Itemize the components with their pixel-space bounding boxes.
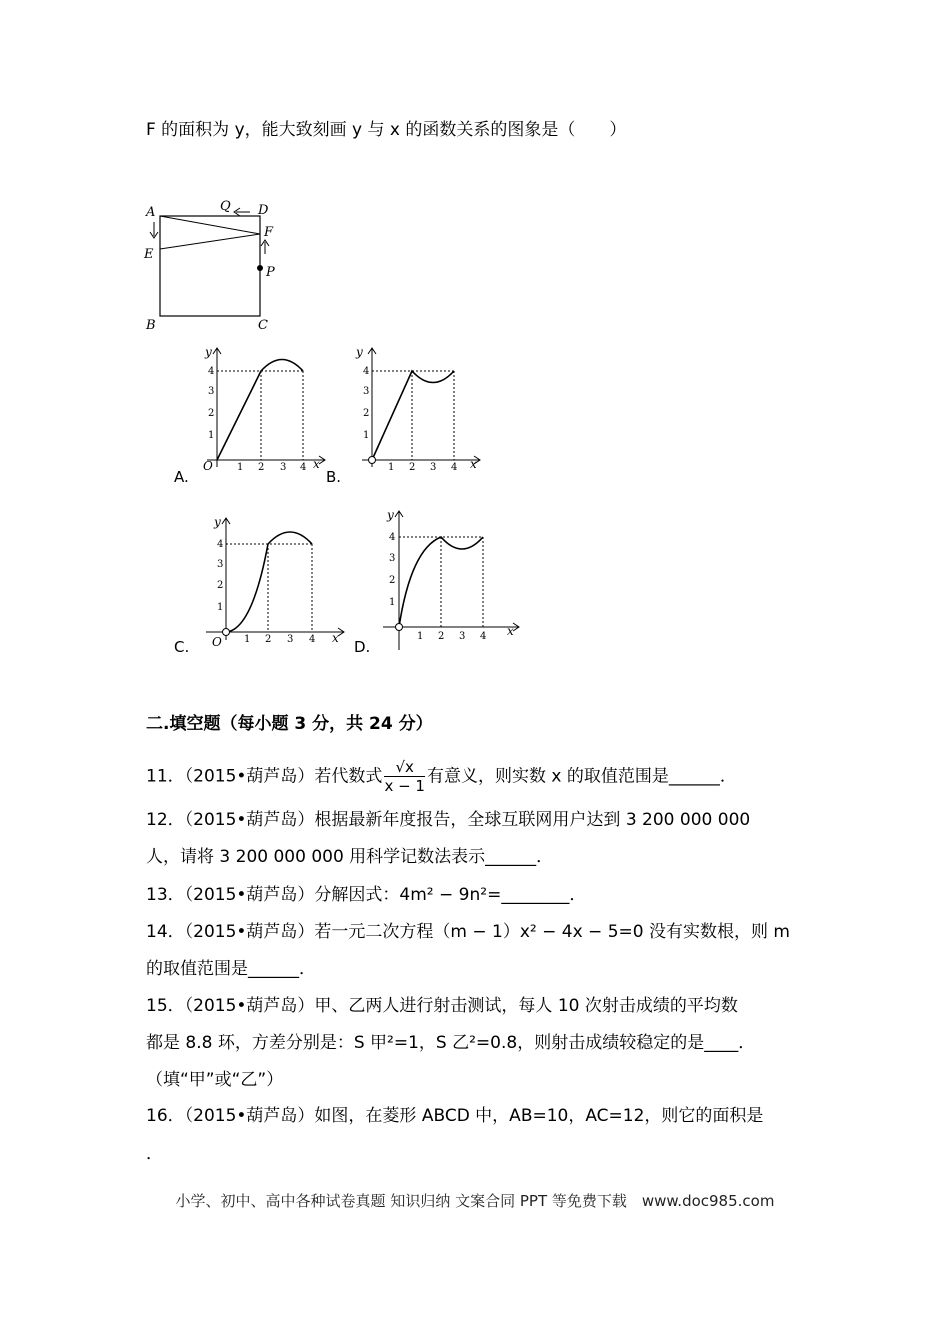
svg-text:4: 4	[480, 631, 487, 642]
q16-line1: 16．（2015•葫芦岛）如图，在菱形 ABCD 中，AB=10，AC=12，则它的面积是	[146, 1106, 764, 1126]
label-e: E	[144, 247, 154, 262]
svg-text:3: 3	[363, 386, 370, 397]
label-b: B	[146, 318, 156, 333]
svg-text:x: x	[507, 624, 514, 638]
q12-line1: 12．（2015•葫芦岛）根据最新年度报告，全球互联网用户达到 3 200 000 000	[146, 810, 751, 830]
svg-text:3: 3	[389, 553, 396, 564]
label-d: D	[258, 203, 269, 218]
svg-text:1: 1	[237, 462, 244, 472]
graph-d	[375, 505, 525, 653]
svg-text:3: 3	[208, 386, 215, 397]
q15-line2: 都是 8.8 环，方差分别是：S 甲²=1，S 乙²=0.8，则射击成绩较稳定的是____．	[146, 1033, 756, 1053]
svg-text:2: 2	[409, 462, 416, 472]
svg-text:4: 4	[309, 634, 316, 645]
label-c: C	[258, 318, 268, 333]
graph-b	[350, 342, 485, 472]
svg-text:3: 3	[217, 559, 224, 570]
svg-text:2: 2	[258, 462, 265, 472]
svg-text:2: 2	[217, 580, 224, 591]
q15-line1: 15．（2015•葫芦岛）甲、乙两人进行射击测试，每人 10 次射击成绩的平均数	[146, 996, 738, 1016]
q14-line1: 14．（2015•葫芦岛）若一元二次方程（m − 1）x² − 4x − 5=0 没有实数根，则 m	[146, 922, 790, 942]
question-tail: F 的面积为 y，能大致刻画 y 与 x 的函数关系的图象是（ ）	[146, 120, 627, 140]
svg-text:3: 3	[287, 634, 294, 645]
option-d: D.	[354, 638, 371, 656]
svg-text:4: 4	[389, 532, 396, 543]
svg-text:y: y	[387, 508, 394, 522]
svg-text:4: 4	[300, 462, 307, 472]
square-figure	[140, 196, 290, 336]
svg-text:x: x	[332, 631, 339, 645]
graph-a	[195, 342, 330, 472]
svg-text:y: y	[205, 345, 212, 359]
svg-text:1: 1	[363, 430, 370, 441]
graph-c	[200, 512, 350, 652]
svg-text:2: 2	[208, 408, 215, 419]
svg-text:1: 1	[208, 430, 215, 441]
svg-text:1: 1	[244, 634, 251, 645]
svg-text:3: 3	[280, 462, 287, 472]
option-c: C.	[174, 638, 190, 656]
svg-text:2: 2	[265, 634, 272, 645]
option-a: A.	[174, 468, 189, 486]
svg-text:1: 1	[417, 631, 424, 642]
svg-text:2: 2	[363, 408, 370, 419]
svg-text:y: y	[356, 345, 363, 359]
svg-text:2: 2	[389, 575, 396, 586]
q14-line2: 的取值范围是______．	[146, 959, 316, 979]
svg-text:x: x	[313, 457, 320, 471]
q12-line2: 人，请将 3 200 000 000 用科学记数法表示______．	[146, 847, 554, 867]
label-f: F	[264, 225, 274, 240]
svg-text:O: O	[212, 635, 222, 649]
svg-text:O: O	[203, 459, 213, 472]
svg-text:1: 1	[389, 597, 396, 608]
svg-text:4: 4	[208, 366, 215, 377]
footer: 小学、初中、高中各种试卷真题 知识归纳 文案合同 PPT 等免费下载 www.doc985.com	[175, 1192, 775, 1210]
label-a: A	[146, 205, 156, 220]
q11-fraction: $\frac{√x}{x - 1}$	[384, 758, 425, 795]
q11: 11．（2015•葫芦岛）若代数式 $\frac{√x}{x - 1}$ 有意义，则实数 x 的取值范围是______．	[146, 758, 737, 795]
label-p: P	[266, 265, 275, 280]
svg-text:4: 4	[363, 366, 370, 377]
svg-text:y: y	[214, 515, 221, 529]
svg-text:3: 3	[459, 631, 466, 642]
section-title: 二.填空题（每小题 3 分，共 24 分）	[146, 714, 433, 734]
svg-text:2: 2	[438, 631, 445, 642]
svg-text:1: 1	[388, 462, 395, 472]
q13-line1: 13．（2015•葫芦岛）分解因式：4m² − 9n²=________．	[146, 885, 587, 905]
svg-text:1: 1	[217, 602, 224, 613]
svg-text:4: 4	[217, 539, 224, 550]
option-b: B.	[326, 468, 342, 486]
svg-text:3: 3	[430, 462, 437, 472]
svg-text:x: x	[470, 457, 477, 471]
q16-line2: ．	[146, 1144, 163, 1164]
label-q: Q	[220, 199, 231, 214]
svg-text:4: 4	[451, 462, 458, 472]
q15-line3: （填“甲”或“乙”）	[146, 1070, 284, 1090]
